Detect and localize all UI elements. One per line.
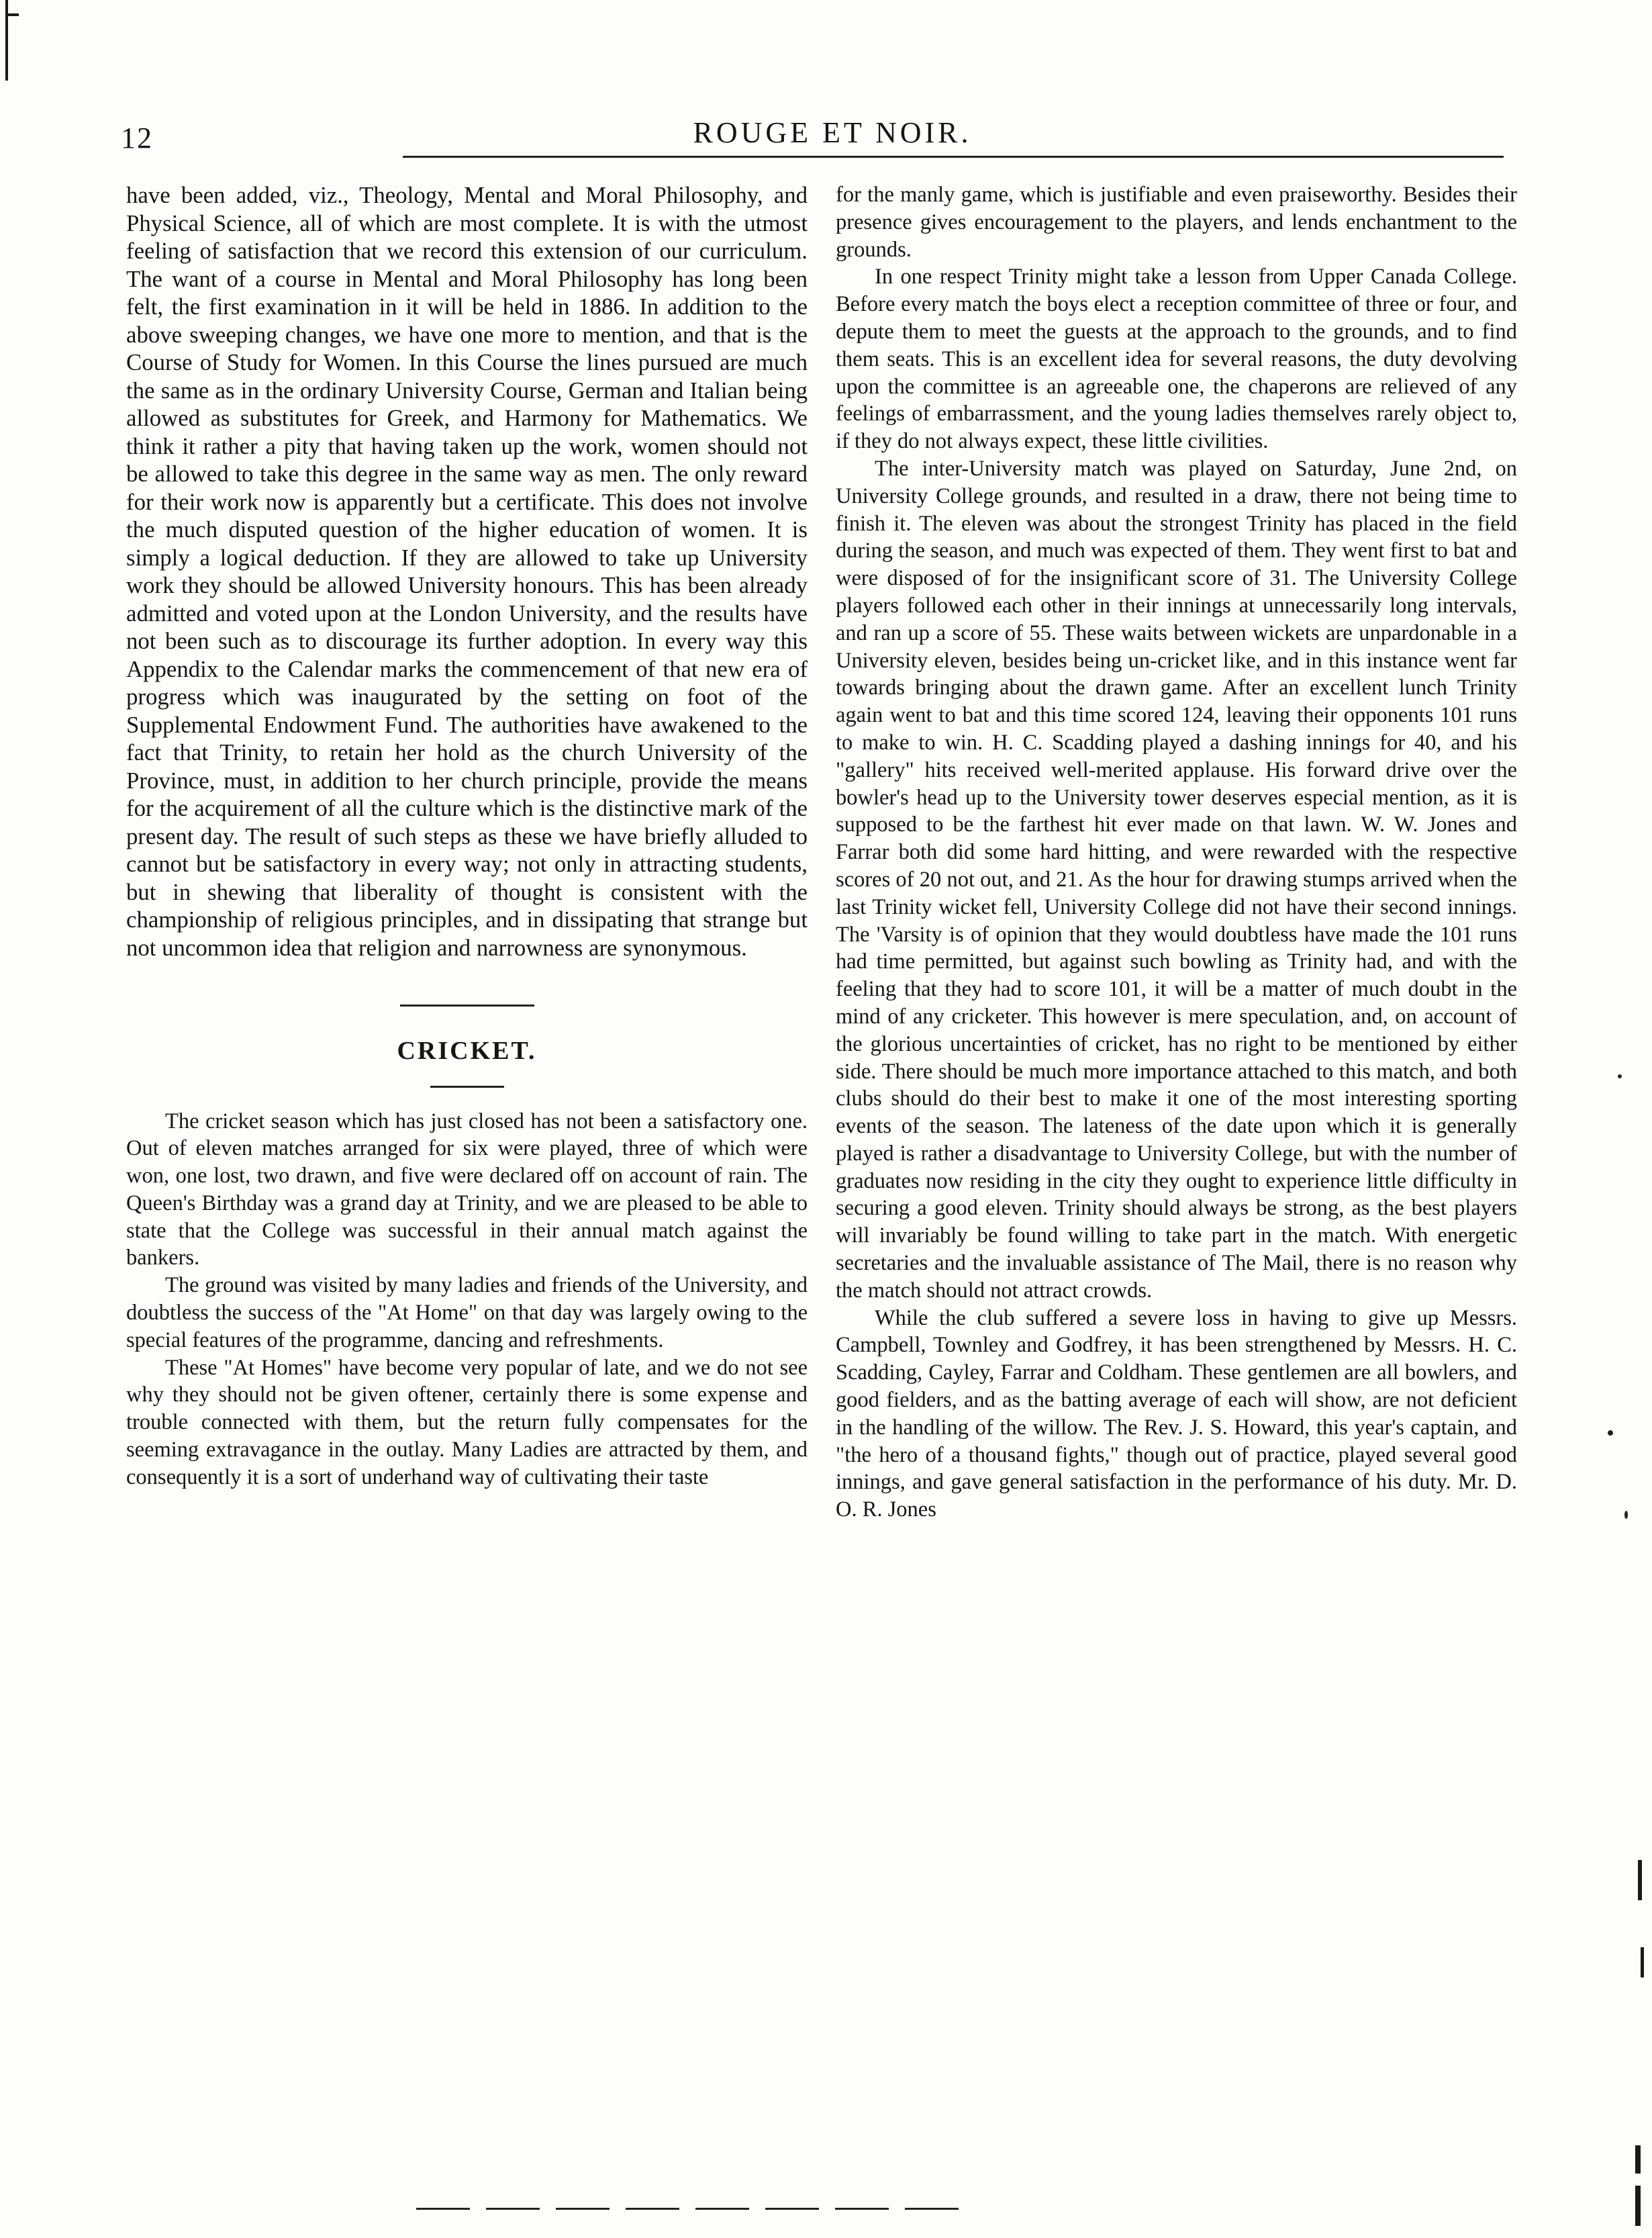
cricket-paragraph: for the manly game, which is justifiable and even praiseworthy. Besides their presence gives encouragement to the players, and lends enchantment to the grounds.	[836, 183, 1517, 262]
cricket-paragraph: The inter-University match was played on Saturday, June 2nd, on University College grounds, and resulted in a draw, there not being time to finish it. The eleven was about the strongest Trinity has placed in the field during the season, and much was expected of them. They went first to bat and were disposed of for the insignificant score of 31. The University College players followed each other in their innings at unnecessarily long intervals, and ran up a score of 55. These waits between wickets are unpardonable in a University eleven, besides being un-cricket like, and in this instance went far towards bringing about the drawn game. After an excellent lunch Trinity again went to bat and this time scored 124, leaving their opponents 101 runs to make to win. H. C. Scadding played a dashing innings for 40, and his "gallery" hits received well-merited applause. His forward drive over the bowler's head up to the University tower deserves especial mention, as it is supposed to be the farthest hit ever made on that lawn. W. W. Jones and Farrar both did some hard hitting, and were rewarded with the respective scores of 20 not out, and 21. As the hour for drawing stumps arrived when the last Trinity wicket fell, University College did not have their second innings. The 'Varsity is of opinion that they would doubtless have made the 101 runs had time permitted, but against such bowling as Trinity had, and with the feeling that they had to score 101, it will be a matter of much doubt in the mind of any cricketer. This however is mere speculation, and, on account of the glorious uncertainties of cricket, has no right to be mentioned by either side. There should be much more importance attached to this match, and both clubs should do their best to make it one of the most interesting sporting events of the season. The lateness of the date upon which it is generally played is rather a disadvantage to University College, but with the number of graduates now residing in the city they ought to experience little difficulty in securing a good eleven. Trinity should always be strong, as the best players will invariably be found willing to take part in the match. With energetic secretaries and the invaluable assistance of The Mail, there is no reason why the match should not attract crowds.	[836, 456, 1517, 1303]
article-paragraph: have been added, viz., Theology, Mental and Moral Philosophy, and Physical Science, all of which are most complete. It is with the utmost feeling of satisfaction that we record this extension of our curriculum. The want of a course in Mental and Moral Philosophy has long been felt, the first examination in it will be held in 1886. In addition to the above sweeping changes, we have one more to mention, and that is the Course of Study for Women. In this Course the lines pursued are much the same as in the ordinary University Course, German and Italian being allowed as substitutes for Greek, and Harmony for Mathematics. We think it rather a pity that having taken up the work, women should not be allowed to take this degree in the same way as men. The only reward for their work now is apparently but a certificate. This does not involve the much disputed question of the higher education of women. It is simply a logical deduction. If they are allowed to take up University work they should be allowed University honours. This has been already admitted and voted upon at the London University, and the results have not been such as to discourage its further adoption. In every way this Appendix to the Calendar marks the commencement of that new era of progress which was inaugurated by the setting on foot of the Supplemental Endowment Fund. The authorities have awakened to the fact that Trinity, to retain her hold as the church University of the Province, must, in addition to her church principle, provide the means for the acquirement of all the culture which is the distinctive mark of the present day. The result of such steps as these we have briefly alluded to cannot but be satisfactory in every way; not only in attracting students, but in shewing that liberality of thought is consistent with the championship of religious principles, and in dissipating that strange but not uncommon idea that religion and narrowness are synonymous.	[126, 182, 808, 961]
running-title: ROUGE ET NOIR.	[693, 116, 972, 149]
scan-edge-mark	[1641, 1947, 1644, 1977]
scan-edge-mark	[1635, 2186, 1641, 2226]
cricket-paragraph: The ground was visited by many ladies and friends of the University, and doubtless the success of the "At Home" on that day was largely owing to the special features of the programme, dancing and refreshments.	[126, 1273, 808, 1352]
right-column	[836, 181, 1517, 1524]
cricket-article	[126, 1108, 808, 1491]
scan-edge-mark	[5, 0, 8, 81]
page-number: 12	[121, 122, 153, 154]
cricket-paragraph: In one respect Trinity might take a lesson from Upper Canada College. Before every match the boys elect a reception committee of three or four, and depute them to meet the guests at the approach to the grounds, and to find them seats. This is an excellent idea for several reasons, the duty devolving upon the committee is an agreeable one, the chaperons are relieved of any feelings of embarrassment, and the young ladies themselves rarely object to, if they do not always expect, these little civilities.	[836, 265, 1517, 454]
footer-rule	[416, 2208, 967, 2210]
cricket-paragraph: These "At Homes" have become very popular of late, and we do not see why they should not be given oftener, certainly there is some expense and trouble connected with them, but the return fully compensates for the seeming extravagance in the outlay. Many Ladies are attracted by them, and consequently it is a sort of underhand way of cultivating their taste	[126, 1355, 808, 1489]
scan-edge-mark	[5, 13, 19, 16]
scan-speck	[1608, 1430, 1613, 1436]
scan-speck	[1624, 1511, 1628, 1519]
page-header	[121, 113, 1544, 160]
header-rule	[403, 156, 1504, 158]
scan-edge-mark	[1638, 1860, 1642, 1900]
scan-speck	[1618, 1074, 1622, 1078]
left-column	[126, 181, 808, 1491]
section-divider	[400, 1005, 534, 1007]
cricket-paragraph: The cricket season which has just closed has not been a satisfactory one. Out of eleven matches arranged for six were played, three of which were won, one lost, two drawn, and five were declared off on account of rain. The Queen's Birthday was a grand day at Trinity, and we are pleased to be able to state that the College was successful in their annual match against the bankers.	[126, 1109, 808, 1270]
section-heading-cricket: CRICKET.	[397, 1037, 537, 1065]
heading-underline	[430, 1086, 504, 1088]
cricket-paragraph: While the club suffered a severe loss in having to give up Messrs. Campbell, Townley and Godfrey, it has been strengthened by Messrs. H. C. Scadding, Cayley, Farrar and Coldham. These gentlemen are all bowlers, and good fielders, and as the batting average of each will show, are not deficient in the handling of the willow. The Rev. J. S. Howard, this year's captain, and "the hero of a thousand fights," though out of practice, played several good innings, and gave general satisfaction in the performance of his duty. Mr. D. O. R. Jones	[836, 1305, 1517, 1522]
scan-edge-mark	[1635, 2145, 1641, 2174]
